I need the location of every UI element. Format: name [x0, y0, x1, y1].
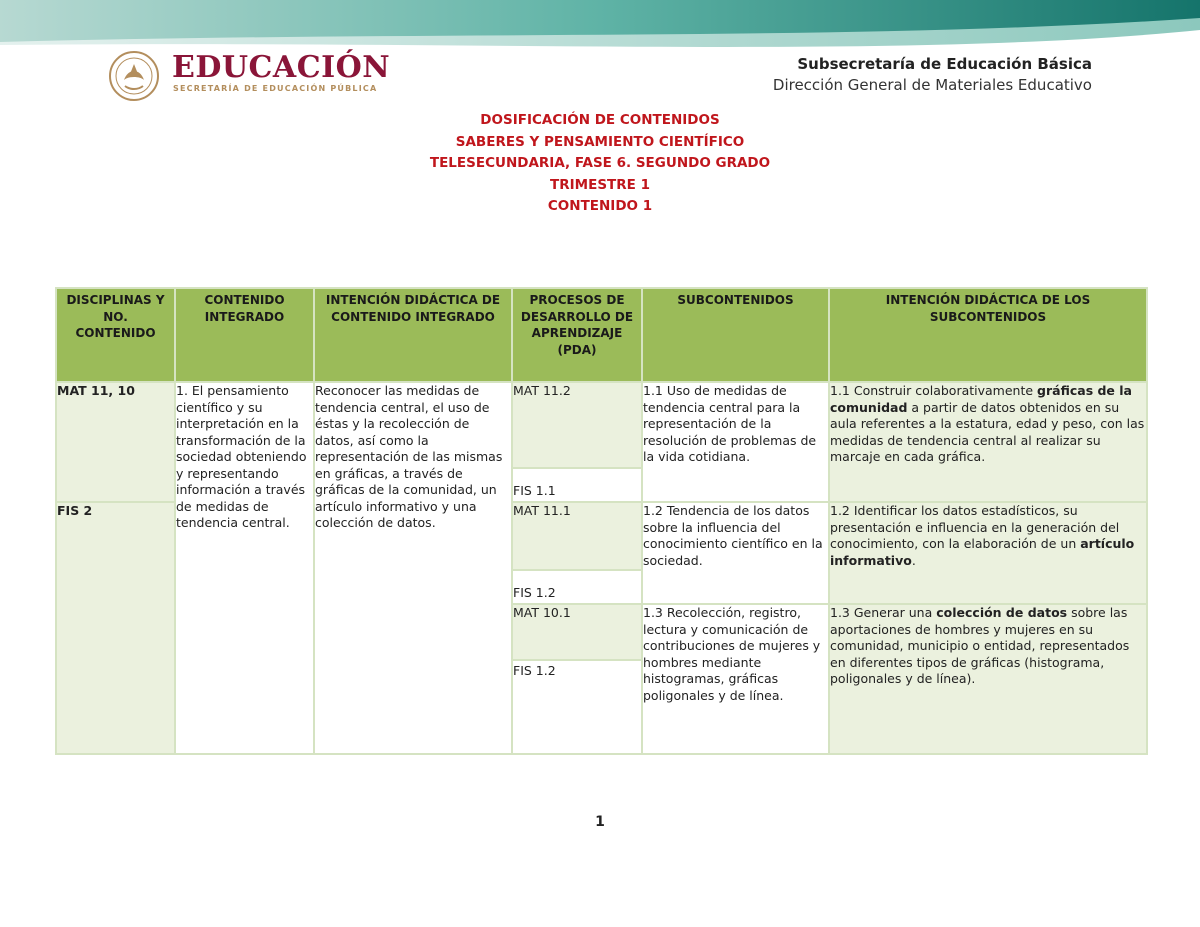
discipline-cell: MAT 11, 10 [56, 382, 175, 502]
intention-text: sobre las aportaciones de hombres y mujeres en su comunidad, municipio o entidad, representados en diferentes tipos de gráficas (histograma, poligonales y de línea). [830, 605, 1130, 686]
intention-text: a partir de datos obtenidos en su aula referentes a la estatura, edad y peso, con las medidas de tendencia central al realizar su marcaje en cada gráfica. [830, 399, 1145, 464]
subcontent-intention-cell [829, 502, 1147, 604]
subcontent-cell: 1.1 Uso de medidas de tendencia central para la representación de la resolución de problemas de la vida cotidiana. [642, 382, 829, 502]
page-number: 1 [595, 814, 605, 830]
pda-cell: MAT 11.1 [512, 502, 642, 570]
organization-header [773, 55, 1092, 94]
intention-text: 1.3 Generar una [830, 605, 937, 620]
title-line: DOSIFICACIÓN DE CONTENIDOS [480, 112, 720, 128]
logo-wordmark: EDUCACIÓN [172, 50, 391, 85]
title-line: TRIMESTRE 1 [550, 176, 650, 193]
mexico-seal-icon [108, 50, 160, 102]
header-cell: INTENCIÓN DIDÁCTICA DE CONTENIDO INTEGRADO [314, 288, 512, 382]
title-line: CONTENIDO 1 [547, 198, 653, 214]
integrated-intention-cell: Reconocer las medidas de tendencia central, el uso de éstas y la recolección de datos, así como la representación de las mismas en gráficas, a través de gráficas de la comunidad, un artículo informativo y una colección de datos. [314, 382, 512, 754]
subcontent-intention-cell [829, 382, 1147, 502]
intention-text: 1.1 Construir colaborativamente [830, 383, 1038, 398]
header-cell: INTENCIÓN DIDÁCTICA DE LOS SUBCONTENIDOS [829, 288, 1147, 382]
subcontent-cell: 1.2 Tendencia de los datos sobre la influencia del conocimiento científico en la sociedad. [642, 502, 829, 604]
table-row [56, 382, 1147, 468]
intention-highlight: artículo informativo [830, 536, 1135, 568]
pda-cell: MAT 10.1 [512, 604, 642, 660]
sep-logo [108, 50, 391, 102]
org-line-1: Subsecretaría de Educación Básica [797, 55, 1092, 73]
subcontent-cell: 1.3 Recolección, registro, lectura y comunicación de contribuciones de mujeres y hombres mediante histogramas, gráficas poligonales y de línea. [642, 604, 829, 754]
header-cell: CONTENIDO INTEGRADO [175, 288, 314, 382]
pda-cell: MAT 11.2 [512, 382, 642, 468]
table-header-row [56, 288, 1147, 382]
intention-text: . [911, 552, 916, 568]
document-titles [0, 110, 1200, 218]
subcontent-intention-cell [829, 604, 1147, 754]
intention-highlight: colección de datos [936, 605, 1068, 620]
org-line-2: Dirección General de Materiales Educativo [772, 76, 1092, 94]
contents-table [55, 287, 1148, 755]
title-line: SABERES Y PENSAMIENTO CIENTÍFICO [455, 133, 745, 150]
integrated-content-cell: 1. El pensamiento científico y su interpretación en la transformación de la sociedad obteniendo y representando información a través de medidas de tendencia central. [175, 382, 314, 754]
header-cell: PROCESOS DE DESARROLLO DE APRENDIZAJE (PDA) [512, 288, 642, 382]
header-cell: SUBCONTENIDOS [642, 288, 829, 382]
pda-cell: FIS 1.1 [512, 468, 642, 502]
header-cell: DISCIPLINAS Y NO. CONTENIDO [56, 288, 175, 382]
pda-cell: FIS 1.2 [512, 660, 642, 754]
logo-subtitle: SECRETARÍA DE EDUCACIÓN PÚBLICA [173, 84, 378, 93]
title-line: TELESECUNDARIA, FASE 6. SEGUNDO GRADO [429, 155, 771, 171]
intention-text: 1.2 Identificar los datos estadísticos, su presentación e influencia en la generación del conocimiento, con la elaboración de un [830, 503, 1120, 551]
discipline-cell: FIS 2 [56, 502, 175, 754]
intention-highlight: gráficas de la comunidad [830, 383, 1132, 415]
pda-cell: FIS 1.2 [512, 570, 642, 604]
